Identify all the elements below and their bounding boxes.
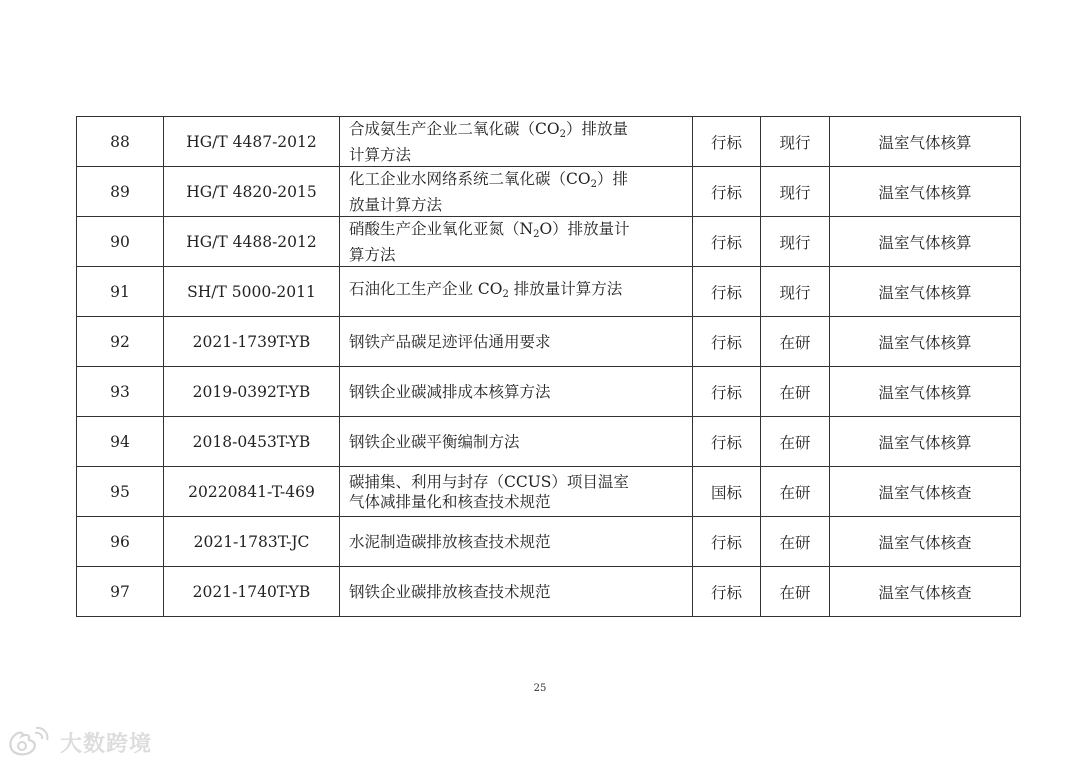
standard-code-cell: 2021-1783T-JC — [164, 517, 340, 567]
table-row — [77, 367, 1021, 417]
standard-name-part: 碳捕集、利用与封存（CCUS）项目温室 气体减排量化和核查技术规范 — [349, 472, 629, 511]
standard-name-text — [349, 582, 686, 602]
standard-type-cell: 行标 — [693, 567, 761, 617]
table-row — [77, 517, 1021, 567]
standard-name-cell — [340, 117, 693, 167]
standard-name-text — [349, 219, 686, 265]
standard-status-cell: 现行 — [761, 267, 830, 317]
standard-code-cell: 2019-0392T-YB — [164, 367, 340, 417]
standard-status-cell: 现行 — [761, 167, 830, 217]
standard-name-cell — [340, 467, 693, 517]
standard-type-cell: 行标 — [693, 217, 761, 267]
standard-code-cell: HG/T 4487-2012 — [164, 117, 340, 167]
standard-status-cell: 现行 — [761, 117, 830, 167]
row-number-cell: 92 — [77, 317, 164, 367]
standard-category-cell: 温室气体核算 — [830, 317, 1021, 367]
weibo-logo-icon — [8, 727, 54, 757]
standard-status-cell: 在研 — [761, 317, 830, 367]
table-row — [77, 467, 1021, 517]
standard-name-cell — [340, 217, 693, 267]
standard-name-text — [349, 119, 686, 165]
standard-name-part: 硝酸生产企业氧化亚氮（N — [349, 219, 534, 238]
standard-name-part: 钢铁企业碳减排成本核算方法 — [349, 382, 551, 401]
standard-status-cell: 在研 — [761, 517, 830, 567]
standard-name-cell — [340, 567, 693, 617]
standard-status-cell: 在研 — [761, 567, 830, 617]
standard-name-part: ）排 放量计算方法 — [349, 169, 628, 214]
table-row — [77, 417, 1021, 467]
standard-name-cell — [340, 267, 693, 317]
standard-type-cell: 行标 — [693, 317, 761, 367]
standard-name-part: O）排放量计 算方法 — [349, 219, 630, 264]
standard-category-cell: 温室气体核算 — [830, 217, 1021, 267]
row-number-cell: 97 — [77, 567, 164, 617]
standard-status-cell: 在研 — [761, 367, 830, 417]
standards-table-body — [77, 117, 1021, 617]
standard-category-cell: 温室气体核算 — [830, 367, 1021, 417]
subscript: 2 — [590, 178, 597, 190]
watermark-text: 大数跨境 — [60, 731, 153, 757]
table-row — [77, 567, 1021, 617]
standard-name-text — [349, 279, 686, 305]
table-row — [77, 267, 1021, 317]
standard-category-cell: 温室气体核查 — [830, 467, 1021, 517]
table-row — [77, 217, 1021, 267]
standard-name-part: 钢铁企业碳平衡编制方法 — [349, 432, 520, 451]
standard-type-cell: 行标 — [693, 367, 761, 417]
table-row — [77, 167, 1021, 217]
standard-code-cell: HG/T 4488-2012 — [164, 217, 340, 267]
row-number-cell: 95 — [77, 467, 164, 517]
standard-category-cell: 温室气体核查 — [830, 567, 1021, 617]
standard-name-cell — [340, 167, 693, 217]
standard-name-text — [349, 332, 686, 352]
standard-name-cell — [340, 417, 693, 467]
watermark — [8, 726, 152, 758]
standard-status-cell: 在研 — [761, 417, 830, 467]
row-number-cell: 94 — [77, 417, 164, 467]
standard-name-text — [349, 382, 686, 402]
table-row — [77, 117, 1021, 167]
standard-code-cell: 20220841-T-469 — [164, 467, 340, 517]
standard-name-text — [349, 532, 686, 552]
subscript: 2 — [533, 228, 540, 240]
standard-name-part: 排放量计算方法 — [508, 279, 623, 298]
standard-status-cell: 现行 — [761, 217, 830, 267]
standard-name-text — [349, 432, 686, 452]
standard-name-cell — [340, 317, 693, 367]
standard-code-cell: 2018-0453T-YB — [164, 417, 340, 467]
row-number-cell: 88 — [77, 117, 164, 167]
standard-type-cell: 行标 — [693, 417, 761, 467]
standard-status-cell: 在研 — [761, 467, 830, 517]
row-number-cell: 91 — [77, 267, 164, 317]
row-number-cell: 93 — [77, 367, 164, 417]
standard-name-cell — [340, 517, 693, 567]
standard-code-cell: 2021-1739T-YB — [164, 317, 340, 367]
standard-name-part: 钢铁产品碳足迹评估通用要求 — [349, 332, 551, 351]
row-number-cell: 90 — [77, 217, 164, 267]
standard-name-text — [349, 169, 686, 215]
subscript: 2 — [502, 288, 509, 300]
standard-type-cell: 行标 — [693, 117, 761, 167]
row-number-cell: 96 — [77, 517, 164, 567]
standard-category-cell: 温室气体核算 — [830, 117, 1021, 167]
standard-name-part: 合成氨生产企业二氧化碳（CO — [349, 119, 560, 138]
standard-type-cell: 行标 — [693, 167, 761, 217]
standard-type-cell: 行标 — [693, 517, 761, 567]
standard-name-part: 石油化工生产企业 CO — [349, 279, 503, 298]
standard-name-part: 水泥制造碳排放核查技术规范 — [349, 532, 551, 551]
page-number: 25 — [533, 683, 547, 694]
subscript: 2 — [559, 128, 566, 140]
standards-table — [76, 116, 1021, 617]
standard-code-cell: SH/T 5000-2011 — [164, 267, 340, 317]
standard-type-cell: 行标 — [693, 267, 761, 317]
standard-type-cell: 国标 — [693, 467, 761, 517]
standard-name-cell — [340, 367, 693, 417]
standard-category-cell: 温室气体核算 — [830, 267, 1021, 317]
standard-category-cell: 温室气体核算 — [830, 167, 1021, 217]
standard-category-cell: 温室气体核算 — [830, 417, 1021, 467]
standard-name-text — [349, 472, 686, 512]
standard-code-cell: 2021-1740T-YB — [164, 567, 340, 617]
table-row — [77, 317, 1021, 367]
standard-code-cell: HG/T 4820-2015 — [164, 167, 340, 217]
row-number-cell: 89 — [77, 167, 164, 217]
standard-category-cell: 温室气体核查 — [830, 517, 1021, 567]
standard-name-part: ）排放量 计算方法 — [349, 119, 628, 164]
standard-name-part: 化工企业水网络系统二氧化碳（CO — [349, 169, 591, 188]
standard-name-part: 钢铁企业碳排放核查技术规范 — [349, 582, 551, 601]
